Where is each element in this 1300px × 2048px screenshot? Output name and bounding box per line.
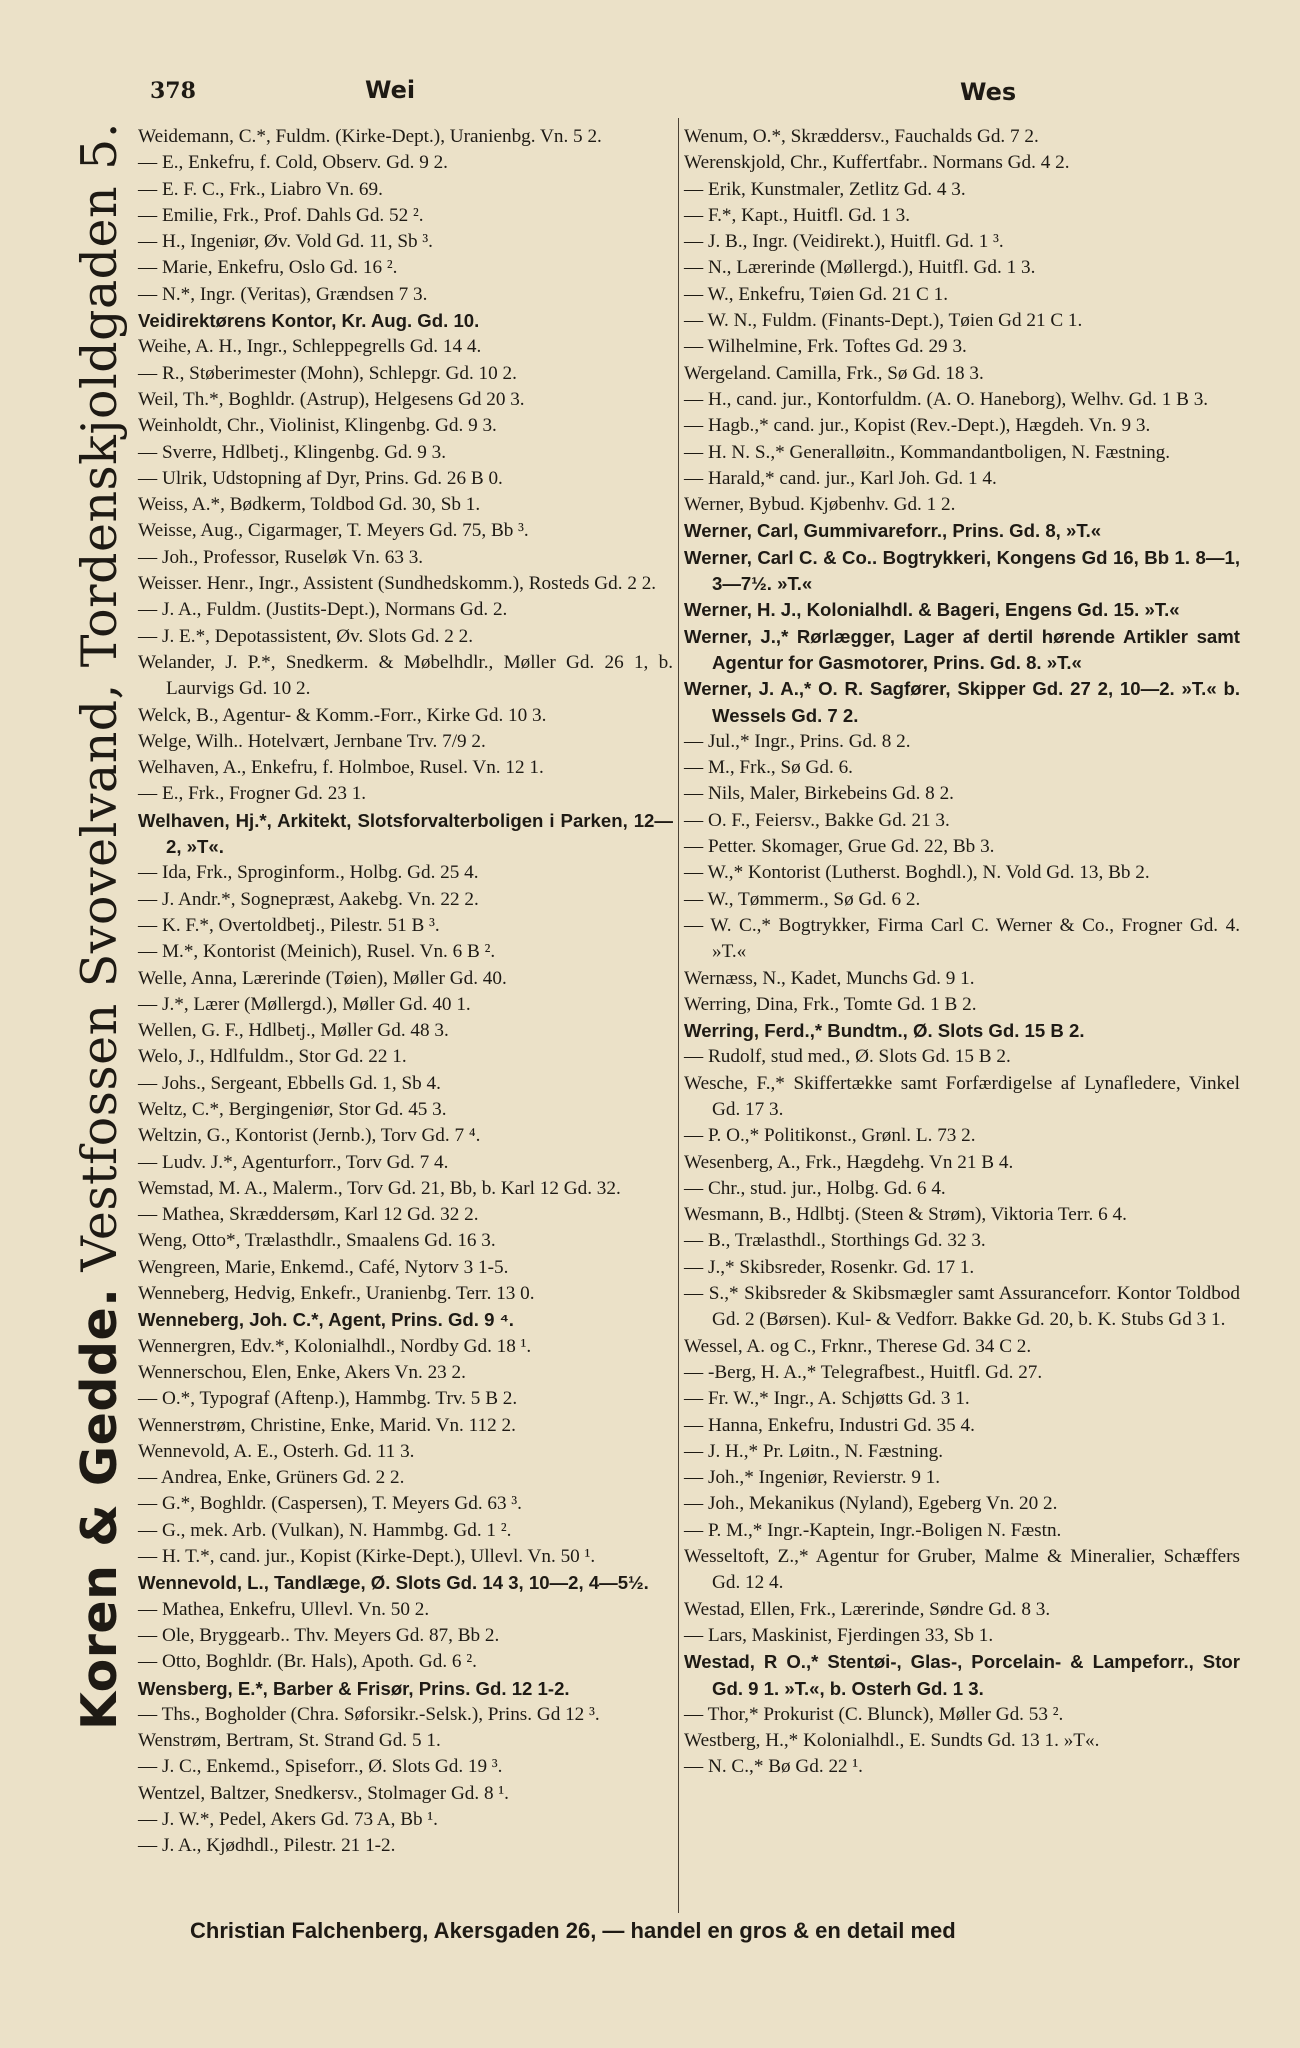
directory-entry: — E. F. C., Frk., Liabro Vn. 69. (138, 178, 383, 200)
directory-entry: — Ole, Bryggearb.. Thv. Meyers Gd. 87, Bb 2. (138, 1624, 500, 1646)
directory-entry: Weisse, Aug., Cigarmager, T. Meyers Gd. 75, Bb ³. (138, 520, 529, 542)
directory-entry: Wesche, F.,* Skiffertække samt Forfærdigelse af Lynafledere, Vinkel Gd. 17 3. (684, 1072, 1240, 1120)
directory-entry: — M., Frk., Sø Gd. 6. (684, 757, 853, 779)
directory-entry: — W. C.,* Bogtrykker, Firma Carl C. Werner & Co., Frogner Gd. 4. »T.« (684, 914, 1240, 963)
directory-entry: Wergeland. Camilla, Frk., Sø Gd. 18 3. (684, 362, 984, 384)
directory-entry: — Lars, Maskinist, Fjerdingen 33, Sb 1. (684, 1624, 994, 1646)
directory-entry: Wenneberg, Joh. C.*, Agent, Prins. Gd. 9 ⁴. (138, 1309, 514, 1331)
directory-entry: — J. E.*, Depotassistent, Øv. Slots Gd. 2 2. (138, 625, 474, 647)
directory-entry: — Hagb.,* cand. jur., Kopist (Rev.-Dept.), Hægdeh. Vn. 9 3. (684, 415, 1151, 437)
side-ad-text: Vestfossen Svovelvand, Tordenskjoldgaden 5. (71, 122, 128, 1272)
directory-entry: Wenneberg, Hedvig, Enkefr., Uranienbg. Terr. 13 0. (138, 1283, 535, 1305)
directory-entry: — Chr., stud. jur., Holbg. Gd. 6 4. (684, 1177, 946, 1199)
directory-entry: Welander, J. P.*, Snedkerm. & Møbelhdlr., Møller Gd. 26 1, b. Laurvigs Gd. 10 2. (138, 651, 673, 700)
directory-entry: — O. F., Feiersv., Bakke Gd. 21 3. (684, 809, 950, 831)
directory-entry: Werner, Carl, Gummivareforr., Prins. Gd. 8, »T.« (684, 520, 1102, 542)
directory-entry: Welhaven, Hj.*, Arkitekt, Slotsforvalterboligen i Parken, 12—2, »T«. (138, 809, 673, 858)
directory-entry: Wesenberg, A., Frk., Hægdehg. Vn 21 B 4. (684, 1151, 1014, 1173)
directory-entry: — Ludv. J.*, Agenturforr., Torv Gd. 7 4. (138, 1151, 449, 1173)
directory-entry: — Joh., Mekanikus (Nyland), Egeberg Vn. 20 2. (684, 1493, 1058, 1515)
directory-entry: — G.*, Boghldr. (Caspersen), T. Meyers Gd. 63 ³. (138, 1493, 522, 1515)
directory-entry: — J. Andr.*, Sognepræst, Aakebg. Vn. 22 2. (138, 888, 479, 910)
directory-entry: — Erik, Kunstmaler, Zetlitz Gd. 4 3. (684, 178, 966, 200)
column-divider (678, 118, 679, 1913)
directory-entry: — Jul.,* Ingr., Prins. Gd. 8 2. (684, 730, 911, 752)
directory-entry: — J. A., Kjødhdl., Pilestr. 21 1-2. (138, 1835, 396, 1857)
directory-entry: — H., cand. jur., Kontorfuldm. (A. O. Haneborg), Welhv. Gd. 1 B 3. (684, 388, 1209, 410)
directory-entry: — N.*, Ingr. (Veritas), Grændsen 7 3. (138, 283, 428, 305)
directory-entry: — E., Enkefru, f. Cold, Observ. Gd. 9 2. (138, 152, 448, 174)
directory-entry: Weidemann, C.*, Fuldm. (Kirke-Dept.), Uranienbg. Vn. 5 2. (138, 126, 602, 147)
directory-entry: — Fr. W.,* Ingr., A. Schjøtts Gd. 3 1. (684, 1388, 970, 1410)
directory-entry: — P. M.,* Ingr.-Kaptein, Ingr.-Boligen N. Fæstn. (684, 1519, 1062, 1541)
directory-entry: — J.,* Skibsreder, Rosenkr. Gd. 17 1. (684, 1256, 975, 1278)
directory-entry: Wentzel, Baltzer, Snedkersv., Stolmager Gd. 8 ¹. (138, 1782, 509, 1804)
directory-entry: — Thor,* Prokurist (C. Blunck), Møller Gd. 53 ². (684, 1703, 1064, 1725)
directory-entry: — Mathea, Skræddersøm, Karl 12 Gd. 32 2. (138, 1204, 479, 1226)
directory-entry: — Johs., Sergeant, Ebbells Gd. 1, Sb 4. (138, 1072, 441, 1094)
directory-entry: Wenstrøm, Bertram, St. Strand Gd. 5 1. (138, 1730, 441, 1752)
directory-entry: Wensberg, E.*, Barber & Frisør, Prins. Gd. 12 1-2. (138, 1677, 570, 1699)
directory-entry: — H. N. S.,* Generalløitn., Kommandantboligen, N. Fæstning. (684, 441, 1171, 463)
directory-entry: — J. W.*, Pedel, Akers Gd. 73 A, Bb ¹. (138, 1809, 438, 1830)
directory-entry: Weisser. Henr., Ingr., Assistent (Sundhedskomm.), Rosteds Gd. 2 2. (138, 573, 657, 595)
directory-entry: Werner, Carl C. & Co.. Bogtrykkeri, Kongens Gd 16, Bb 1. 8—1, 3—7½. »T.« (684, 546, 1240, 595)
directory-entry: — F.*, Kapt., Huitfl. Gd. 1 3. (684, 204, 911, 226)
directory-entry: Wennevold, L., Tandlæge, Ø. Slots Gd. 14 3, 10—2, 4—5½. (138, 1572, 649, 1594)
directory-entry: Wesmann, B., Hdlbtj. (Steen & Strøm), Viktoria Terr. 6 4. (684, 1204, 1127, 1226)
directory-entry: — N., Lærerinde (Møllergd.), Huitfl. Gd. 1 3. (684, 257, 1036, 279)
directory-entry: Wennerschou, Elen, Enke, Akers Vn. 23 2. (138, 1361, 466, 1383)
directory-entry: — Otto, Boghldr. (Br. Hals), Apoth. Gd. 6 ². (138, 1651, 477, 1673)
directory-entry: — H., Ingeniør, Øv. Vold Gd. 11, Sb ³. (138, 231, 433, 253)
directory-entry: — G., mek. Arb. (Vulkan), N. Hammbg. Gd. 1 ². (138, 1519, 512, 1541)
directory-entry: Werring, Ferd.,* Bundtm., Ø. Slots Gd. 15 B 2. (684, 1020, 1085, 1042)
directory-entry: — Mathea, Enkefru, Ullevl. Vn. 50 2. (138, 1598, 430, 1620)
directory-entry: — J. C., Enkemd., Spiseforr., Ø. Slots Gd. 19 ³. (138, 1756, 503, 1778)
directory-entry: Werner, H. J., Kolonialhdl. & Bageri, Engens Gd. 15. »T.« (684, 599, 1180, 621)
directory-entry: Wennevold, A. E., Osterh. Gd. 11 3. (138, 1440, 415, 1462)
directory-entry: Veidirektørens Kontor, Kr. Aug. Gd. 10. (138, 310, 480, 332)
directory-entry: — S.,* Skibsreder & Skibsmægler samt Assuranceforr. Kontor Toldbod Gd. 2 (Børsen). Kul- & Vedforr. Bakke Gd. 20, b. K. Stubs Gd 3 1. (684, 1283, 1240, 1331)
directory-entry: — B., Trælasthdl., Storthings Gd. 32 3. (684, 1230, 986, 1252)
directory-entry: — Petter. Skomager, Grue Gd. 22, Bb 3. (684, 836, 995, 858)
directory-entry: — P. O.,* Politikonst., Grønl. L. 73 2. (684, 1125, 976, 1147)
directory-entry: Wenum, O.*, Skræddersv., Fauchalds Gd. 7 2. (684, 126, 1039, 147)
directory-entry: Wennergren, Edv.*, Kolonialhdl., Nordby Gd. 18 ¹. (138, 1335, 532, 1357)
directory-entry: — W., Tømmerm., Sø Gd. 6 2. (684, 888, 921, 910)
directory-entry: Werner, J. A.,* O. R. Sagfører, Skipper Gd. 27 2, 10—2. »T.« b. Wessels Gd. 7 2. (684, 678, 1240, 726)
directory-entry: Wesseltoft, Z.,* Agentur for Gruber, Malme & Mineralier, Schæffers Gd. 12 4. (684, 1546, 1240, 1594)
directory-entry: Werring, Dina, Frk., Tomte Gd. 1 B 2. (684, 993, 977, 1015)
directory-entry: Weltzin, G., Kontorist (Jernb.), Torv Gd. 7 ⁴. (138, 1125, 481, 1147)
directory-entry: Westad, Ellen, Frk., Lærerinde, Søndre Gd. 8 3. (684, 1598, 1051, 1620)
directory-entry: Werenskjold, Chr., Kuffertfabr.. Normans Gd. 4 2. (684, 152, 1070, 174)
directory-entry: Welle, Anna, Lærerinde (Tøien), Møller Gd. 40. (138, 967, 507, 989)
right-column (684, 124, 1240, 1781)
directory-entry: Werner, Bybud. Kjøbenhv. Gd. 1 2. (684, 494, 956, 516)
directory-entry: Wernæss, N., Kadet, Munchs Gd. 9 1. (684, 967, 975, 989)
directory-entry: Wemstad, M. A., Malerm., Torv Gd. 21, Bb, b. Karl 12 Gd. 32. (138, 1177, 621, 1199)
directory-entry: — Nils, Maler, Birkebeins Gd. 8 2. (684, 783, 954, 805)
left-header-keyword: Wei (365, 76, 416, 104)
directory-entry: — H. T.*, cand. jur., Kopist (Kirke-Dept.), Ullevl. Vn. 50 ¹. (138, 1546, 596, 1568)
directory-entry: Weng, Otto*, Trælasthdlr., Smaalens Gd. 16 3. (138, 1230, 496, 1252)
side-advertisement (60, 122, 140, 1730)
directory-entry: — Sverre, Hdlbetj., Klingenbg. Gd. 9 3. (138, 441, 447, 463)
directory-entry: — M.*, Kontorist (Meinich), Rusel. Vn. 6 B ². (138, 941, 496, 963)
directory-entry: — Harald,* cand. jur., Karl Joh. Gd. 1 4. (684, 467, 997, 489)
directory-entry: — Andrea, Enke, Grüners Gd. 2 2. (138, 1467, 405, 1489)
directory-entry: Westad, R O.,* Stentøi-, Glas-, Porcelain- & Lampeforr., Stor Gd. 9 1. »T.«, b. Osterh Gd. 1 3. (684, 1651, 1240, 1699)
directory-entry: — J. H.,* Pr. Løitn., N. Fæstning. (684, 1440, 944, 1462)
left-column (138, 124, 673, 1860)
directory-entry: Weinholdt, Chr., Violinist, Klingenbg. Gd. 9 3. (138, 415, 497, 437)
directory-entry: — Hanna, Enkefru, Industri Gd. 35 4. (684, 1414, 975, 1436)
directory-entry: — N. C.,* Bø Gd. 22 ¹. (684, 1756, 863, 1778)
right-header-keyword: Wes (960, 78, 1017, 106)
directory-entry: — J. B., Ingr. (Veidirekt.), Huitfl. Gd. 1 ³. (684, 231, 1004, 253)
directory-entry: — J.*, Lærer (Møllergd.), Møller Gd. 40 1. (138, 993, 471, 1015)
directory-entry: Wennerstrøm, Christine, Enke, Marid. Vn. 112 2. (138, 1414, 516, 1436)
directory-entry: Welo, J., Hdlfuldm., Stor Gd. 22 1. (138, 1046, 407, 1068)
directory-entry: — Wilhelmine, Frk. Toftes Gd. 29 3. (684, 336, 967, 358)
directory-entry: — Emilie, Frk., Prof. Dahls Gd. 52 ². (138, 204, 424, 226)
directory-entry: — W. N., Fuldm. (Finants-Dept.), Tøien Gd 21 C 1. (684, 310, 1083, 332)
directory-entry: — -Berg, H. A.,* Telegrafbest., Huitfl. Gd. 27. (684, 1361, 1043, 1383)
directory-entry: Weil, Th.*, Boghldr. (Astrup), Helgesens Gd 20 3. (138, 388, 525, 410)
directory-entry: Welge, Wilh.. Hotelvært, Jernbane Trv. 7/9 2. (138, 730, 486, 752)
side-ad-brand: Koren & Gedde. (71, 1287, 128, 1730)
directory-entry: Wessel, A. og C., Frknr., Therese Gd. 34 C 2. (684, 1335, 1032, 1357)
directory-entry: Weiss, A.*, Bødkerm, Toldbod Gd. 30, Sb 1. (138, 494, 481, 516)
directory-entry: — K. F.*, Overtoldbetj., Pilestr. 51 B ³. (138, 914, 440, 936)
directory-entry: — Joh., Professor, Ruseløk Vn. 63 3. (138, 546, 424, 568)
directory-entry: Weihe, A. H., Ingr., Schleppegrells Gd. 14 4. (138, 336, 482, 358)
directory-entry: — J. A., Fuldm. (Justits-Dept.), Normans Gd. 2. (138, 599, 508, 621)
directory-entry: — Ths., Bogholder (Chra. Søforsikr.-Selsk.), Prins. Gd 12 ³. (138, 1703, 600, 1725)
footer-advertisement: Christian Falchenberg, Akersgaden 26, — handel en gros & en detail med (190, 1918, 956, 1943)
directory-entry: Werner, J.,* Rørlægger, Lager af dertil hørende Artikler samt Agentur for Gasmotorer, Prins. Gd. 8. »T.« (684, 625, 1240, 673)
directory-entry: — Ida, Frk., Sproginform., Holbg. Gd. 25 4. (138, 862, 479, 884)
directory-entry: Wengreen, Marie, Enkemd., Café, Nytorv 3 1-5. (138, 1256, 509, 1278)
directory-entry: — Ulrik, Udstopning af Dyr, Prins. Gd. 26 B 0. (138, 467, 503, 489)
directory-entry: — E., Frk., Frogner Gd. 23 1. (138, 783, 367, 805)
directory-entry: Wellen, G. F., Hdlbetj., Møller Gd. 48 3. (138, 1020, 449, 1042)
page-number: 378 (150, 78, 196, 104)
directory-entry: — O.*, Typograf (Aftenp.), Hammbg. Trv. 5 B 2. (138, 1388, 518, 1410)
directory-entry: — Joh.,* Ingeniør, Revierstr. 9 1. (684, 1467, 941, 1489)
directory-entry: Welhaven, A., Enkefru, f. Holmboe, Rusel. Vn. 12 1. (138, 757, 544, 779)
directory-entry: Welck, B., Agentur- & Komm.-Forr., Kirke Gd. 10 3. (138, 704, 547, 726)
directory-entry: — R., Støberimester (Mohn), Schlepgr. Gd. 10 2. (138, 362, 517, 384)
directory-entry: Westberg, H.,* Kolonialhdl., E. Sundts Gd. 13 1. »T«. (684, 1730, 1100, 1752)
directory-entry: — Marie, Enkefru, Oslo Gd. 16 ². (138, 257, 398, 279)
directory-entry: — W.,* Kontorist (Lutherst. Boghdl.), N. Vold Gd. 13, Bb 2. (684, 862, 1150, 884)
directory-entry: — W., Enkefru, Tøien Gd. 21 C 1. (684, 283, 948, 305)
directory-entry: Weltz, C.*, Bergingeniør, Stor Gd. 45 3. (138, 1098, 447, 1120)
directory-entry: — Rudolf, stud med., Ø. Slots Gd. 15 B 2. (684, 1046, 1011, 1068)
